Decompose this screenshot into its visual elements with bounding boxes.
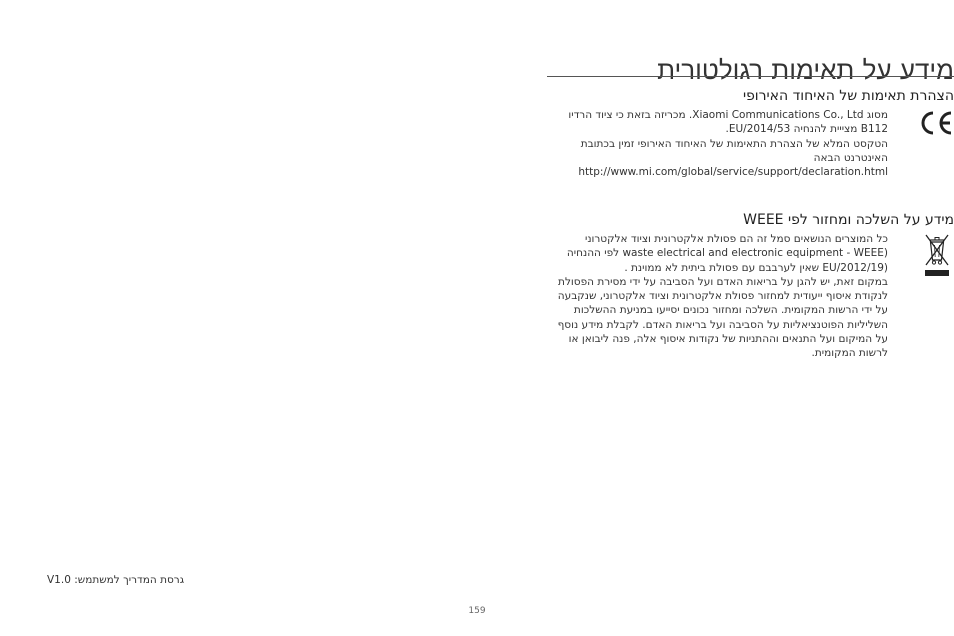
ce-mark-icon [919, 110, 953, 136]
weee-line: לרשות המקומית. [811, 347, 888, 360]
weee-line: לנקודת איסוף ייעודית למחזור פסולת אלקטרונית וציוד אלקטרוני, שנקבעה [557, 290, 888, 303]
title-divider [547, 76, 954, 77]
eu-declaration-text [558, 108, 888, 179]
eu-declaration-line: מסוג Xiaomi Communications Co., Ltd. מכריזה בזאת כי ציוד הרדיו [568, 109, 888, 121]
weee-line: על ידי הרשות המקומית. השלכה ומחזור נכונים יסייעו במניעת ההשלכות [573, 304, 888, 317]
crossed-out-wheelie-bin-icon [925, 234, 949, 278]
eu-declaration-line: הטקסט המלא של הצהרת התאימות של האיחוד האירופי זמין בכתובת [580, 137, 888, 150]
declaration-url-link[interactable]: http://www.mi.com/global/service/support/declaration.html [578, 166, 888, 179]
weee-line: השליליות הפוטנציאליות על הסביבה ועל בריאות האדם. לקבלת מידע נוסף [557, 318, 888, 331]
user-guide-version: גרסת המדריך למשתמש: V1.0 [47, 574, 185, 586]
weee-line: כל המוצרים הנושאים סמל זה הם פסולת אלקטרונית וציוד אלקטרוני [584, 233, 888, 245]
weee-line: (waste electrical and electronic equipment - WEEE לפי ההנחיה [566, 247, 888, 260]
page-number: 159 [468, 606, 486, 616]
weee-line: על המיקום ועל התנאים וההתניות של נקודות איסוף אלה, פנה ליבואן או [568, 333, 888, 346]
eu-declaration-heading: הצהרת תאימות של האיחוד האירופי [742, 88, 954, 104]
declaration-url [558, 165, 888, 179]
weee-line: במקום זאת, יש להגן על בריאות האדם ועל הסביבה על ידי מסירת הפסולת [558, 275, 888, 288]
eu-declaration-line: האינטרנט הבאה [813, 151, 888, 164]
page-title: מידע על תאימות רגולטורית [657, 56, 954, 87]
weee-line: (EU/2012/19 שאין לערבבם עם פסולת ביתית לא ממוינת . [624, 261, 888, 274]
weee-heading: מידע על השלכה ומחזור לפי WEEE [743, 212, 954, 228]
eu-declaration-line: B112 מצייית להנחיה EU/2014/53. [725, 123, 888, 136]
weee-text [558, 232, 888, 361]
